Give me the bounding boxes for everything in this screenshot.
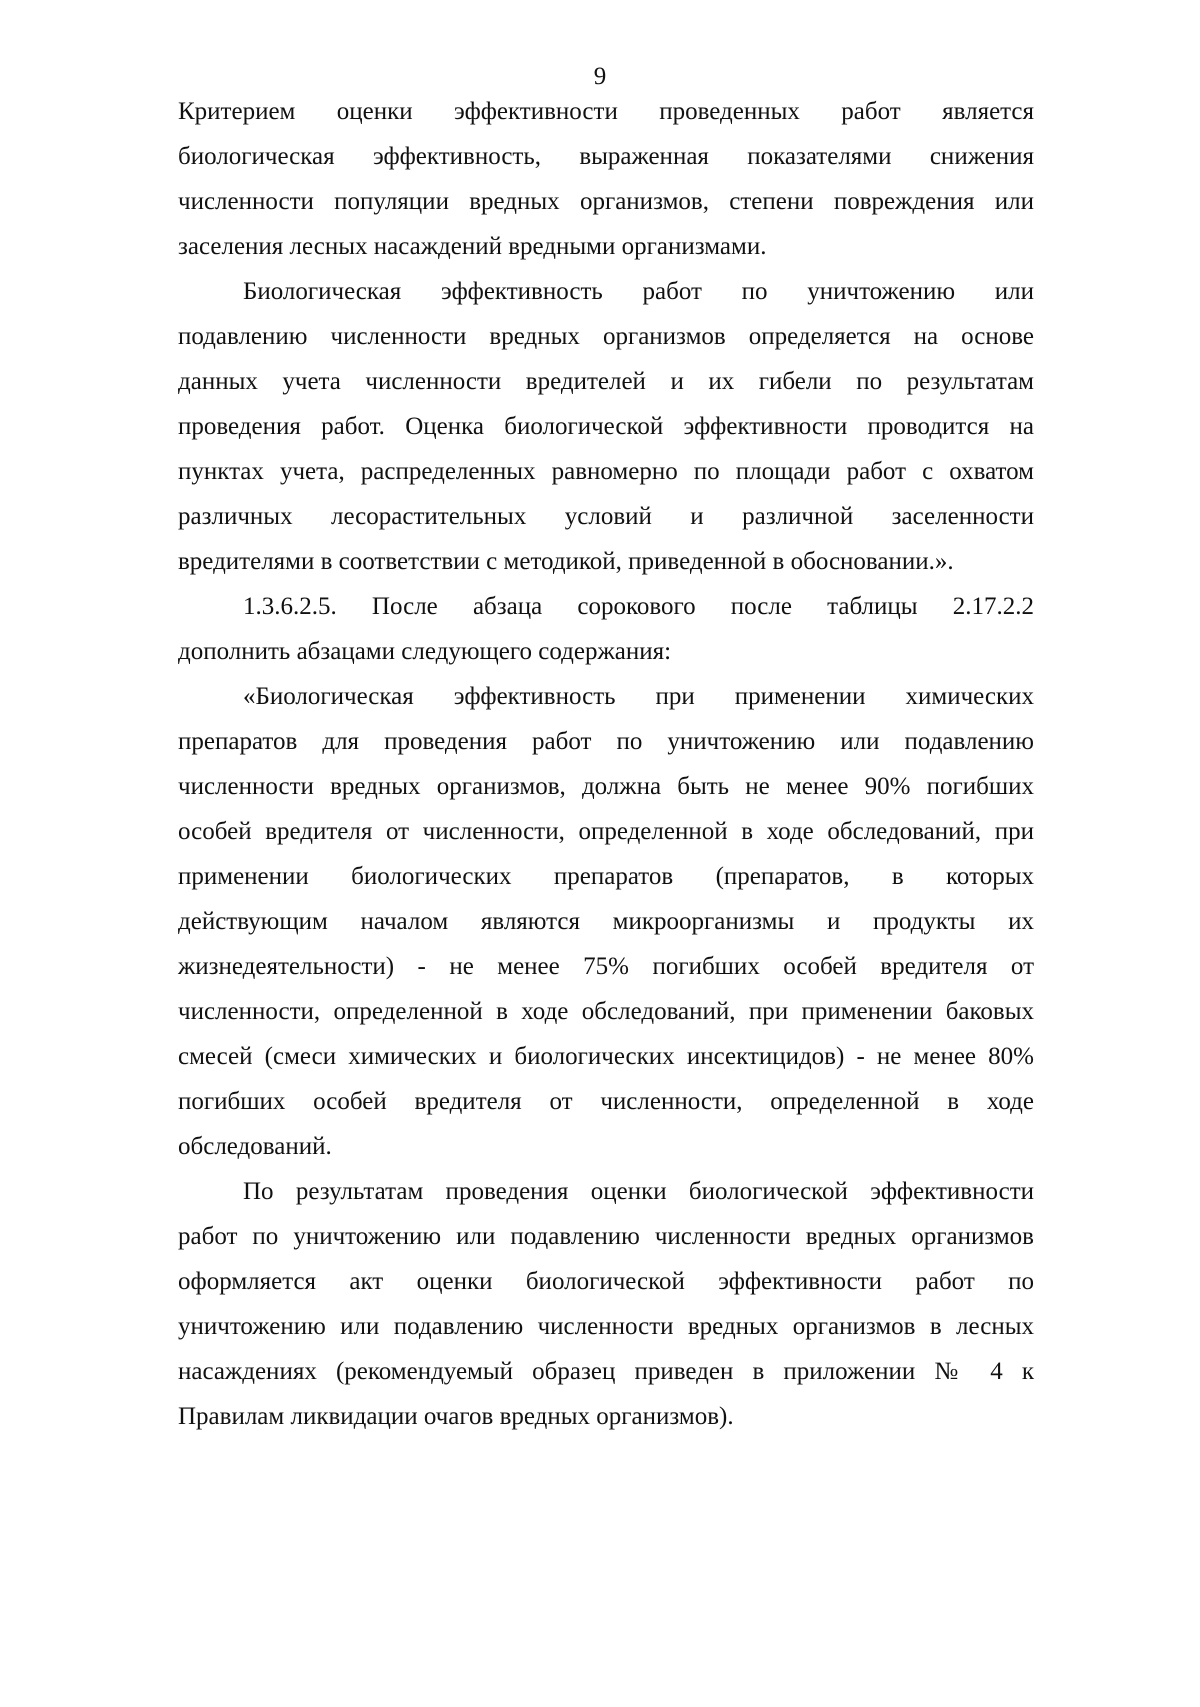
paragraph-efficiency-thresholds	[178, 674, 1034, 1169]
page-number: 9	[593, 63, 607, 90]
text-line: применении биологических препаратов (препаратов, в которых	[178, 863, 1034, 890]
text-line: действующим началом являются микроорганизмы и продукты их	[178, 908, 1034, 935]
paragraph-amendment-1-3-6-2-5	[178, 584, 1034, 674]
text-line: препаратов для проведения работ по уничтожению или подавлению	[178, 728, 1034, 755]
text-line: проведения работ. Оценка биологической эффективности проводится на	[178, 413, 1034, 440]
text-line: уничтожению или подавлению численности вредных организмов в лесных	[178, 1313, 1034, 1340]
text-line: подавлению численности вредных организмов определяется на основе	[178, 323, 1034, 350]
paragraph-assessment-act	[178, 1169, 1034, 1439]
text-line: По результатам проведения оценки биологической эффективности	[243, 1178, 1034, 1205]
text-line: оформляется акт оценки биологической эффективности работ по	[178, 1268, 1034, 1295]
text-line: Правилам ликвидации очагов вредных организмов).	[178, 1403, 734, 1430]
text-line: биологическая эффективность, выраженная показателями снижения	[178, 143, 1034, 170]
text-line: численности, определенной в ходе обследований, при применении баковых	[178, 998, 1034, 1025]
text-line: дополнить абзацами следующего содержания:	[178, 638, 672, 665]
paragraph-evaluation-criterion	[178, 89, 1034, 269]
text-line: Биологическая эффективность работ по уничтожению или	[243, 278, 1034, 305]
text-line: работ по уничтожению или подавлению численности вредных организмов	[178, 1223, 1034, 1250]
text-line: пунктах учета, распределенных равномерно по площади работ с охватом	[178, 458, 1034, 485]
text-line: различных лесорастительных условий и различной заселенности	[178, 503, 1034, 530]
text-line: Критерием оценки эффективности проведенных работ является	[178, 98, 1034, 125]
text-line: 1.3.6.2.5. После абзаца сорокового после таблицы 2.17.2.2	[243, 593, 1034, 620]
text-line: заселения лесных насаждений вредными организмами.	[178, 233, 767, 260]
text-line: обследований.	[178, 1133, 332, 1160]
text-line: жизнедеятельности) - не менее 75% погибших особей вредителя от	[178, 953, 1034, 980]
text-line: особей вредителя от численности, определенной в ходе обследований, при	[178, 818, 1034, 845]
text-line: насаждениях (рекомендуемый образец приведен в приложении № 4 к	[178, 1358, 1034, 1385]
text-line: данных учета численности вредителей и их гибели по результатам	[178, 368, 1034, 395]
paragraph-biological-efficiency	[178, 269, 1034, 584]
text-line: смесей (смеси химических и биологических инсектицидов) - не менее 80%	[178, 1043, 1034, 1070]
text-line: численности вредных организмов, должна быть не менее 90% погибших	[178, 773, 1034, 800]
document-body	[178, 89, 1034, 1439]
text-line: вредителями в соответствии с методикой, приведенной в обосновании.».	[178, 548, 954, 575]
text-line: погибших особей вредителя от численности, определенной в ходе	[178, 1088, 1034, 1115]
text-line: «Биологическая эффективность при применении химических	[243, 683, 1034, 710]
text-line: численности популяции вредных организмов, степени повреждения или	[178, 188, 1034, 215]
